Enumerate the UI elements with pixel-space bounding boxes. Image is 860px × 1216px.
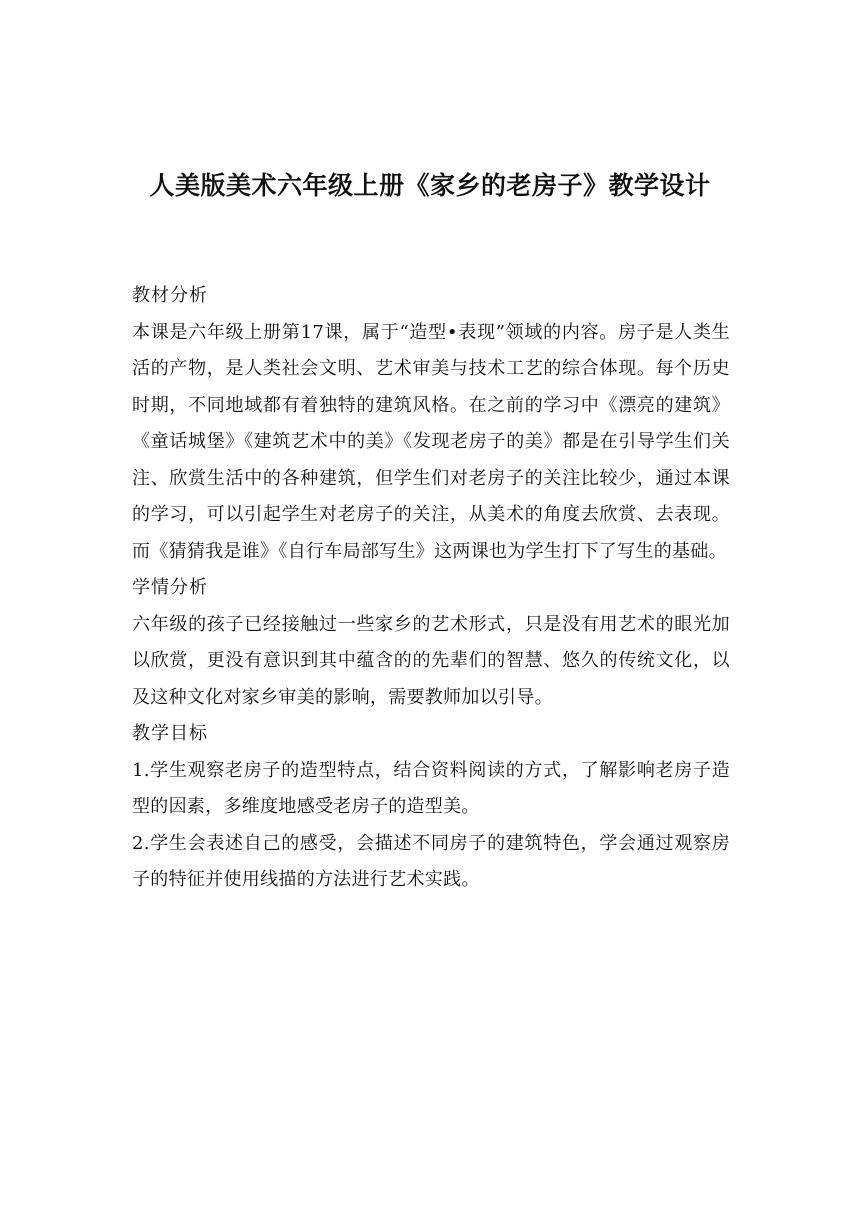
section-heading-student-analysis: 学情分析 (132, 577, 208, 598)
paragraph-student-analysis: 六年级的孩子已经接触过一些家乡的艺术形式，只是没有用艺术的眼光加以欣赏，更没有意识到其中蕴含的的先辈们的智慧、悠久的传统文化，以及这种文化对家乡审美的影响，需要教师加以引导。 (132, 613, 730, 708)
paragraph-objective-2: 2.学生会表述自己的感受，会描述不同房子的建筑特色，学会通过观察房子的特征并使用线描的方法进行艺术实践。 (132, 832, 730, 890)
document-title: 人美版美术六年级上册《家乡的老房子》教学设计 (149, 171, 711, 200)
paragraph-textbook-analysis: 本课是六年级上册第17课，属于“造型•表现”领域的内容。房子是人类生活的产物，是人类社会文明、艺术审美与技术工艺的综合体现。每个历史时期，不同地域都有着独特的建筑风格。在之前的学习中《漂亮的建筑》《童话城堡》《建筑艺术中的美》《发现老房子的美》都是在引导学生们关注、欣赏生活中的各种建筑，但学生们对老房子的关注比较少，通过本课的学习，可以引起学生对老房子的关注，从美术的角度去欣赏、去表现。而《猜猜我是谁》《自行车局部写生》这两课也为学生打下了写生的基础。 (132, 321, 730, 562)
section-heading-teaching-objectives: 教学目标 (132, 723, 208, 744)
document-body (132, 278, 730, 899)
section-heading-textbook-analysis: 教材分析 (132, 285, 208, 306)
paragraph-objective-1: 1.学生观察老房子的造型特点，结合资料阅读的方式，了解影响老房子造型的因素，多维度地感受老房子的造型美。 (132, 759, 730, 817)
